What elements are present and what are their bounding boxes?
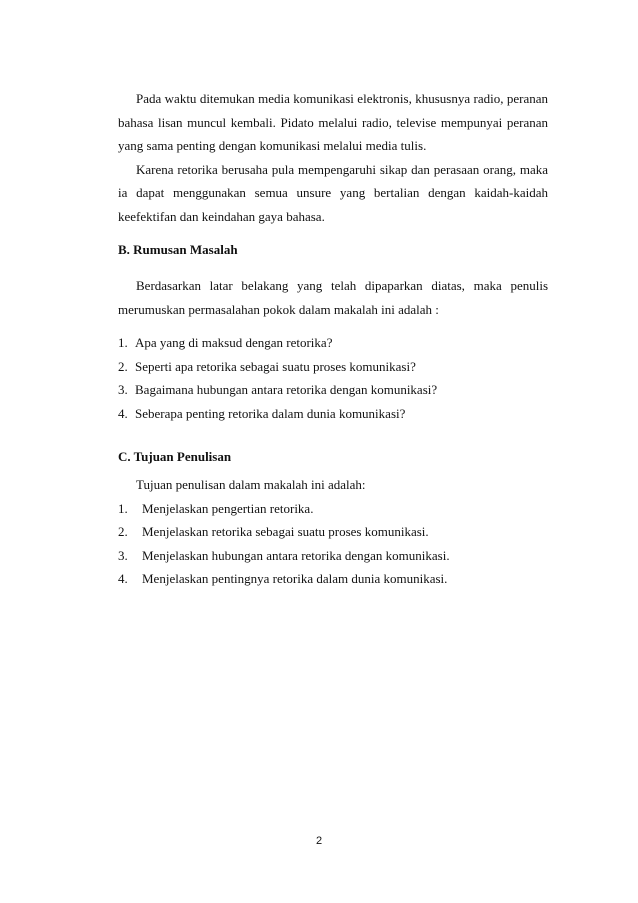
- list-item: [118, 331, 548, 355]
- list-item: [118, 567, 548, 591]
- section-c-intro-text: Tujuan penulisan dalam makalah ini adalah:: [136, 477, 366, 492]
- page-content: [118, 87, 548, 591]
- intro-paragraph-2: Karena retorika berusaha pula mempengaruhi sikap dan perasaan orang, maka ia dapat menggunakan semua unsure yang bertalian dengan kaidah-kaidah keefektifan dan keindahan gaya bahasa.: [118, 161, 548, 224]
- section-c-intro: [118, 473, 548, 497]
- list-item-text: Seberapa penting retorika dalam dunia komunikasi?: [135, 405, 406, 421]
- list-item-number: 3.: [118, 547, 128, 563]
- list-item: [118, 355, 548, 379]
- section-c-heading: C. Tujuan Penulisan: [118, 449, 232, 464]
- intro-section: [118, 87, 548, 228]
- list-item-text: Menjelaskan retorika sebagai suatu proses komunikasi.: [142, 524, 429, 539]
- list-item: [118, 402, 548, 426]
- list-item-number: 4.: [118, 571, 128, 586]
- section-b-intro: [118, 274, 548, 321]
- list-item-number: 4.: [118, 405, 128, 421]
- list-item: [118, 520, 548, 544]
- list-item-text: Bagaimana hubungan antara retorika dengan komunikasi?: [135, 382, 438, 397]
- problem-list: [118, 331, 548, 425]
- page-number: 2: [315, 835, 323, 847]
- list-item: [118, 497, 548, 521]
- list-item-text: Menjelaskan pentingnya retorika dalam dunia komunikasi.: [142, 571, 448, 586]
- list-item-text: Seperti apa retorika sebagai suatu proses komunikasi?: [135, 358, 416, 374]
- list-item: [118, 544, 548, 568]
- intro-paragraph-1: Pada waktu ditemukan media komunikasi elektronis, khususnya radio, peranan bahasa lisan muncul kembali. Pidato melalui radio, televise mempunyai peranan yang sama penting dengan komunikasi melalui media tulis.: [118, 91, 548, 153]
- list-item-number: 3.: [118, 382, 128, 397]
- list-item-number: 2.: [118, 358, 128, 374]
- list-item-text: Menjelaskan pengertian retorika.: [142, 500, 314, 516]
- section-b-heading: B. Rumusan Masalah: [118, 242, 238, 257]
- list-item-number: 1.: [118, 335, 128, 350]
- list-item: [118, 378, 548, 402]
- list-item-number: 2.: [118, 524, 128, 539]
- list-item-text: Apa yang di maksud dengan retorika?: [135, 335, 333, 350]
- section-b-intro-text: Berdasarkan latar belakang yang telah dipaparkan diatas, maka penulis merumuskan permasalahan pokok dalam makalah ini adalah :: [118, 278, 548, 317]
- list-item-number: 1.: [118, 500, 128, 516]
- list-item-text: Menjelaskan hubungan antara retorika dengan komunikasi.: [142, 547, 450, 563]
- objective-list: [118, 497, 548, 591]
